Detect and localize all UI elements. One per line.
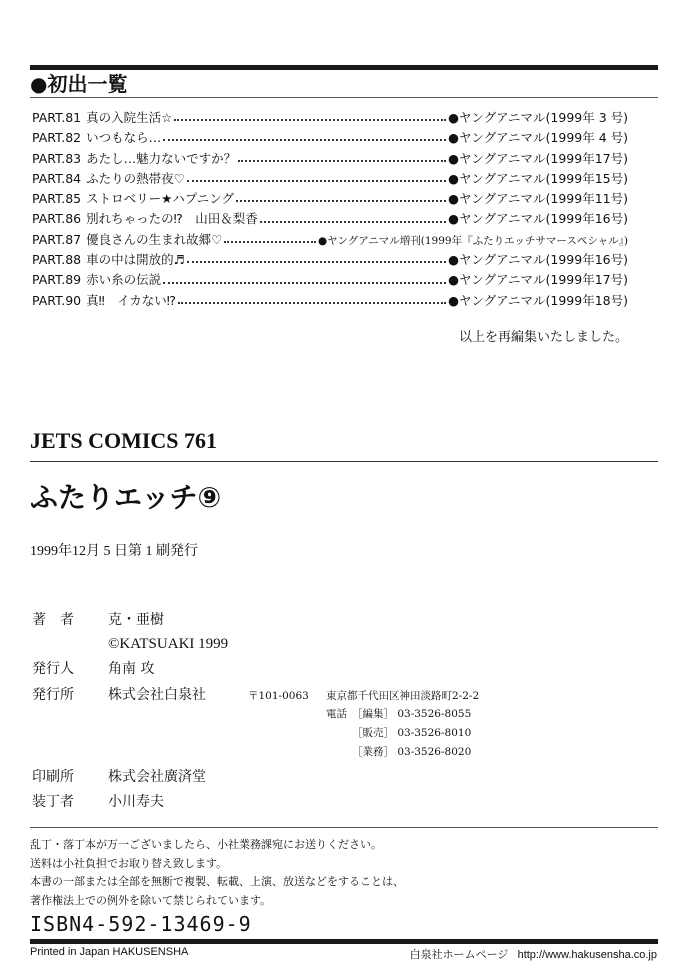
list-item: [32, 270, 628, 290]
dot-leader: [236, 200, 446, 202]
phone-number: 03-3526-8055: [397, 708, 472, 720]
designer-label: 装丁者: [32, 794, 74, 810]
dot-leader: [238, 160, 446, 162]
author: 克・亜樹: [108, 612, 164, 628]
phone-business: [352, 746, 471, 759]
note-line: 乱丁・落丁本が万一ございましたら、小社業務課宛にお送りください。: [30, 838, 382, 851]
publisher-person-label: 発行人: [32, 661, 74, 677]
title-rule: [30, 461, 658, 462]
dot-leader: [187, 261, 446, 263]
dot-leader: [178, 302, 446, 304]
designer: 小川寿夫: [108, 794, 164, 810]
phone-sales: [352, 727, 471, 740]
phone-dept: ［業務］: [352, 746, 394, 758]
part-number: PART.83: [32, 150, 82, 166]
author-label: 著 者: [32, 612, 74, 628]
part-number: PART.85: [32, 191, 82, 207]
source: ●ヤングアニマル(1999年16号): [448, 211, 628, 227]
publisher-label: 発行所: [32, 687, 74, 703]
list-item: [32, 189, 628, 209]
publish-date: 1999年12月 5 日第 1 刷発行: [30, 544, 198, 559]
printed-in: Printed in Japan HAKUSENSHA: [30, 946, 189, 958]
part-number: PART.90: [32, 292, 82, 308]
dot-leader: [174, 119, 446, 121]
copyright: ©KATSUAKI 1999: [108, 636, 229, 652]
reedit-note: 以上を再編集いたしました。: [458, 330, 628, 345]
chapter-title: 優良さんの生まれ故郷♡: [86, 231, 223, 247]
printer-label: 印刷所: [32, 769, 74, 785]
chapter-title: 別れちゃったの⁉ 山田＆梨香: [86, 211, 258, 227]
series-label: JETS COMICS 761: [30, 428, 218, 453]
chapter-title: ふたりの熱帯夜♡: [86, 170, 185, 186]
phone-dept: ［編集］: [352, 708, 394, 720]
part-number: PART.86: [32, 211, 82, 227]
publisher-person: 角南 攻: [108, 661, 155, 677]
phone-edit: [352, 708, 471, 721]
legal-notes: [30, 836, 404, 910]
note-line: 本書の一部または全部を無断で複製、転載、上演、放送などをすることは、: [30, 875, 404, 888]
chapter-title: 車の中は開放的♬: [86, 252, 185, 268]
part-number: PART.81: [32, 110, 82, 125]
printer: 株式会社廣済堂: [108, 769, 206, 785]
source: ●ヤングアニマル(1999年18号): [448, 292, 628, 308]
part-number: PART.88: [32, 252, 82, 268]
part-number: PART.87: [32, 231, 82, 247]
list-item: [32, 169, 628, 189]
list-item: [32, 209, 628, 229]
chapter-title: 真の入院生活☆: [86, 110, 173, 125]
source: ●ヤングアニマル(1999年16号): [448, 252, 628, 268]
source: ●ヤングアニマル増刊(1999年『ふたりエッチサマースペシャル』): [317, 234, 628, 247]
dot-leader: [260, 221, 446, 223]
postal-code: 〒101-0063: [248, 690, 309, 702]
source: ●ヤングアニマル(1999年 3 号): [448, 110, 628, 125]
homepage-url[interactable]: http://www.hakusensha.co.jp: [517, 949, 657, 961]
dot-leader: [224, 241, 316, 243]
first-appearance-list: [32, 108, 628, 311]
notes-rule: [30, 827, 658, 828]
phone-number: 03-3526-8010: [397, 727, 472, 739]
section-title: ●初出一覧: [30, 72, 128, 96]
list-item: [32, 291, 628, 311]
part-number: PART.82: [32, 130, 82, 146]
chapter-title: いつもなら…: [86, 130, 162, 146]
dot-leader: [187, 180, 446, 182]
part-number: PART.84: [32, 170, 82, 186]
source: ●ヤングアニマル(1999年11号): [448, 191, 628, 207]
note-line: 著作権法上での例外を除いて禁じられています。: [30, 893, 272, 907]
book-title: ふたりエッチ⑨: [30, 481, 222, 514]
phone-number: 03-3526-8020: [397, 746, 472, 758]
source: ●ヤングアニマル(1999年17号): [448, 150, 628, 166]
source: ●ヤングアニマル(1999年 4 号): [448, 130, 628, 146]
list-item: [32, 149, 628, 169]
bottom-thick-rule: [30, 939, 658, 944]
note-line: 送料は小社負担でお取り替え致します。: [30, 856, 228, 870]
dot-leader: [163, 282, 446, 284]
chapter-title: 赤い糸の伝説: [86, 272, 162, 288]
chapter-title: あたし…魅力ないですか？: [86, 150, 237, 166]
homepage: [410, 946, 657, 962]
part-number: PART.89: [32, 272, 82, 288]
publisher: 株式会社白泉社: [108, 687, 206, 703]
phone-label: 電話: [326, 708, 347, 720]
chapter-title: 真‼ イカない⁉: [86, 292, 176, 308]
list-item: [32, 250, 628, 270]
list-item: [32, 128, 628, 148]
isbn: ISBN4-592-13469-9: [30, 912, 252, 936]
source: ●ヤングアニマル(1999年17号): [448, 272, 628, 288]
list-item: [32, 230, 628, 250]
homepage-label: 白泉社ホームページ: [409, 949, 509, 961]
address: 東京都千代田区神田淡路町2-2-2: [326, 690, 480, 702]
phone-dept: ［販売］: [352, 727, 394, 739]
dot-leader: [163, 139, 446, 141]
chapter-title: ストロベリー★ハプニング: [86, 191, 234, 207]
section-rule: [30, 97, 658, 98]
source: ●ヤングアニマル(1999年15号): [448, 170, 628, 186]
list-item: [32, 108, 628, 128]
